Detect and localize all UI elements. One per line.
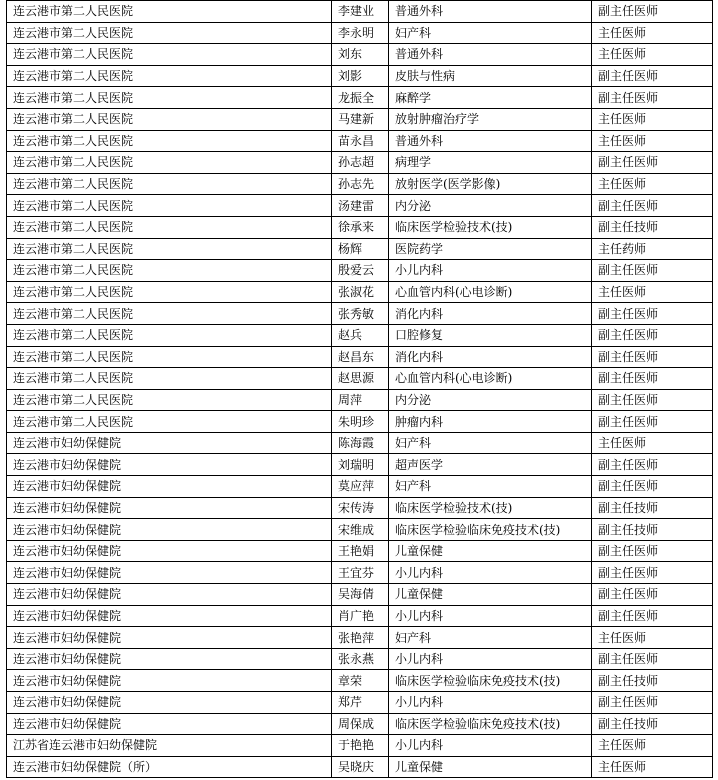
- table-row: [7, 281, 713, 303]
- department-cell: 普通外科: [389, 44, 592, 66]
- hospital-cell: 连云港市第二人民医院: [7, 216, 332, 238]
- name-cell: 郑芹: [332, 692, 389, 714]
- name-cell: 赵兵: [332, 324, 389, 346]
- hospital-cell: 连云港市第二人民医院: [7, 108, 332, 130]
- title-cell: 主任医师: [592, 756, 713, 778]
- hospital-cell: 连云港市第二人民医院: [7, 1, 332, 23]
- table-row: [7, 238, 713, 260]
- hospital-cell: 连云港市第二人民医院: [7, 368, 332, 390]
- department-cell: 儿童保健: [389, 584, 592, 606]
- table-row: [7, 389, 713, 411]
- hospital-cell: 连云港市妇幼保健院: [7, 584, 332, 606]
- department-cell: 医院药学: [389, 238, 592, 260]
- department-cell: 肿瘤内科: [389, 411, 592, 433]
- table-row: [7, 303, 713, 325]
- hospital-cell: 连云港市第二人民医院: [7, 65, 332, 87]
- department-cell: 心血管内科(心电诊断): [389, 281, 592, 303]
- title-cell: 副主任医师: [592, 1, 713, 23]
- table-row: [7, 584, 713, 606]
- title-cell: 副主任医师: [592, 411, 713, 433]
- department-cell: 口腔修复: [389, 324, 592, 346]
- name-cell: 李永明: [332, 22, 389, 44]
- hospital-cell: 连云港市妇幼保健院: [7, 692, 332, 714]
- table-row: [7, 713, 713, 735]
- name-cell: 章荣: [332, 670, 389, 692]
- hospital-cell: 连云港市妇幼保健院: [7, 476, 332, 498]
- hospital-cell: 连云港市妇幼保健院: [7, 432, 332, 454]
- title-cell: 副主任医师: [592, 648, 713, 670]
- department-cell: 临床医学检验临床免疫技术(技): [389, 670, 592, 692]
- department-cell: 内分泌: [389, 195, 592, 217]
- name-cell: 赵思源: [332, 368, 389, 390]
- department-cell: 普通外科: [389, 1, 592, 23]
- name-cell: 殷爱云: [332, 260, 389, 282]
- table-row: [7, 1, 713, 23]
- department-cell: 心血管内科(心电诊断): [389, 368, 592, 390]
- title-cell: 主任医师: [592, 735, 713, 757]
- title-cell: 副主任医师: [592, 540, 713, 562]
- name-cell: 周保成: [332, 713, 389, 735]
- title-cell: 副主任医师: [592, 584, 713, 606]
- title-cell: 副主任医师: [592, 562, 713, 584]
- hospital-cell: 连云港市第二人民医院: [7, 22, 332, 44]
- table-row: [7, 260, 713, 282]
- department-cell: 临床医学检验技术(技): [389, 497, 592, 519]
- title-cell: 主任医师: [592, 108, 713, 130]
- hospital-cell: 连云港市第二人民医院: [7, 303, 332, 325]
- table-row: [7, 519, 713, 541]
- hospital-cell: 连云港市妇幼保健院: [7, 562, 332, 584]
- title-cell: 副主任医师: [592, 368, 713, 390]
- name-cell: 王艳娟: [332, 540, 389, 562]
- name-cell: 张永燕: [332, 648, 389, 670]
- hospital-cell: 江苏省连云港市妇幼保健院: [7, 735, 332, 757]
- title-cell: 主任医师: [592, 130, 713, 152]
- table-row: [7, 324, 713, 346]
- hospital-cell: 连云港市妇幼保健院: [7, 540, 332, 562]
- name-cell: 马建新: [332, 108, 389, 130]
- hospital-cell: 连云港市第二人民医院: [7, 130, 332, 152]
- title-cell: 主任医师: [592, 173, 713, 195]
- name-cell: 杨辉: [332, 238, 389, 260]
- title-cell: 副主任医师: [592, 692, 713, 714]
- hospital-cell: 连云港市第二人民医院: [7, 152, 332, 174]
- department-cell: 消化内科: [389, 303, 592, 325]
- department-cell: 内分泌: [389, 389, 592, 411]
- table-row: [7, 87, 713, 109]
- hospital-cell: 连云港市妇幼保健院（所）: [7, 756, 332, 778]
- department-cell: 临床医学检验临床免疫技术(技): [389, 519, 592, 541]
- table-row: [7, 670, 713, 692]
- department-cell: 病理学: [389, 152, 592, 174]
- name-cell: 徐承来: [332, 216, 389, 238]
- hospital-cell: 连云港市妇幼保健院: [7, 627, 332, 649]
- staff-table-body: [7, 1, 713, 778]
- staff-table: [6, 0, 713, 778]
- title-cell: 主任医师: [592, 627, 713, 649]
- title-cell: 副主任技师: [592, 497, 713, 519]
- name-cell: 孙志超: [332, 152, 389, 174]
- table-row: [7, 627, 713, 649]
- title-cell: 副主任医师: [592, 346, 713, 368]
- hospital-cell: 连云港市第二人民医院: [7, 44, 332, 66]
- name-cell: 宋传涛: [332, 497, 389, 519]
- table-row: [7, 562, 713, 584]
- name-cell: 赵昌东: [332, 346, 389, 368]
- hospital-cell: 连云港市妇幼保健院: [7, 648, 332, 670]
- table-row: [7, 605, 713, 627]
- name-cell: 刘瑞明: [332, 454, 389, 476]
- department-cell: 妇产科: [389, 627, 592, 649]
- title-cell: 副主任医师: [592, 389, 713, 411]
- title-cell: 副主任医师: [592, 476, 713, 498]
- table-row: [7, 540, 713, 562]
- title-cell: 主任医师: [592, 432, 713, 454]
- name-cell: 于艳艳: [332, 735, 389, 757]
- department-cell: 儿童保健: [389, 756, 592, 778]
- table-row: [7, 173, 713, 195]
- hospital-cell: 连云港市第二人民医院: [7, 195, 332, 217]
- title-cell: 副主任医师: [592, 454, 713, 476]
- table-row: [7, 216, 713, 238]
- department-cell: 妇产科: [389, 476, 592, 498]
- department-cell: 小儿内科: [389, 735, 592, 757]
- hospital-cell: 连云港市妇幼保健院: [7, 454, 332, 476]
- table-row: [7, 735, 713, 757]
- department-cell: 小儿内科: [389, 648, 592, 670]
- hospital-cell: 连云港市妇幼保健院: [7, 519, 332, 541]
- table-row: [7, 368, 713, 390]
- department-cell: 小儿内科: [389, 605, 592, 627]
- hospital-cell: 连云港市第二人民医院: [7, 173, 332, 195]
- hospital-cell: 连云港市妇幼保健院: [7, 713, 332, 735]
- name-cell: 莫应萍: [332, 476, 389, 498]
- table-row: [7, 411, 713, 433]
- title-cell: 副主任技师: [592, 519, 713, 541]
- title-cell: 主任药师: [592, 238, 713, 260]
- hospital-cell: 连云港市第二人民医院: [7, 238, 332, 260]
- department-cell: 消化内科: [389, 346, 592, 368]
- title-cell: 主任医师: [592, 281, 713, 303]
- department-cell: 放射肿瘤治疗学: [389, 108, 592, 130]
- name-cell: 宋维成: [332, 519, 389, 541]
- table-row: [7, 195, 713, 217]
- name-cell: 王宜芬: [332, 562, 389, 584]
- title-cell: 副主任技师: [592, 713, 713, 735]
- department-cell: 小儿内科: [389, 562, 592, 584]
- name-cell: 周萍: [332, 389, 389, 411]
- title-cell: 副主任医师: [592, 87, 713, 109]
- hospital-cell: 连云港市第二人民医院: [7, 281, 332, 303]
- department-cell: 麻醉学: [389, 87, 592, 109]
- table-row: [7, 130, 713, 152]
- title-cell: 副主任医师: [592, 303, 713, 325]
- name-cell: 刘东: [332, 44, 389, 66]
- hospital-cell: 连云港市妇幼保健院: [7, 605, 332, 627]
- table-row: [7, 454, 713, 476]
- hospital-cell: 连云港市第二人民医院: [7, 260, 332, 282]
- hospital-cell: 连云港市第二人民医院: [7, 87, 332, 109]
- name-cell: 张秀敏: [332, 303, 389, 325]
- department-cell: 超声医学: [389, 454, 592, 476]
- department-cell: 妇产科: [389, 22, 592, 44]
- department-cell: 临床医学检验临床免疫技术(技): [389, 713, 592, 735]
- table-row: [7, 108, 713, 130]
- hospital-cell: 连云港市第二人民医院: [7, 411, 332, 433]
- table-row: [7, 432, 713, 454]
- title-cell: 副主任医师: [592, 195, 713, 217]
- title-cell: 副主任医师: [592, 260, 713, 282]
- name-cell: 吴海倩: [332, 584, 389, 606]
- department-cell: 放射医学(医学影像): [389, 173, 592, 195]
- hospital-cell: 连云港市第二人民医院: [7, 324, 332, 346]
- hospital-cell: 连云港市第二人民医院: [7, 389, 332, 411]
- table-row: [7, 65, 713, 87]
- name-cell: 汤建雷: [332, 195, 389, 217]
- table-row: [7, 497, 713, 519]
- name-cell: 吴晓庆: [332, 756, 389, 778]
- name-cell: 苗永昌: [332, 130, 389, 152]
- title-cell: 副主任医师: [592, 65, 713, 87]
- name-cell: 孙志先: [332, 173, 389, 195]
- hospital-cell: 连云港市妇幼保健院: [7, 670, 332, 692]
- table-row: [7, 692, 713, 714]
- name-cell: 张淑花: [332, 281, 389, 303]
- department-cell: 皮肤与性病: [389, 65, 592, 87]
- title-cell: 主任医师: [592, 44, 713, 66]
- table-row: [7, 476, 713, 498]
- table-row: [7, 346, 713, 368]
- department-cell: 小儿内科: [389, 692, 592, 714]
- title-cell: 副主任医师: [592, 324, 713, 346]
- name-cell: 刘影: [332, 65, 389, 87]
- name-cell: 朱明珍: [332, 411, 389, 433]
- department-cell: 儿童保健: [389, 540, 592, 562]
- title-cell: 副主任技师: [592, 670, 713, 692]
- name-cell: 李建业: [332, 1, 389, 23]
- name-cell: 肖广艳: [332, 605, 389, 627]
- department-cell: 普通外科: [389, 130, 592, 152]
- table-row: [7, 648, 713, 670]
- name-cell: 陈海霞: [332, 432, 389, 454]
- title-cell: 主任医师: [592, 22, 713, 44]
- title-cell: 副主任医师: [592, 605, 713, 627]
- title-cell: 副主任技师: [592, 216, 713, 238]
- department-cell: 妇产科: [389, 432, 592, 454]
- title-cell: 副主任医师: [592, 152, 713, 174]
- table-row: [7, 44, 713, 66]
- department-cell: 临床医学检验技术(技): [389, 216, 592, 238]
- table-row: [7, 22, 713, 44]
- hospital-cell: 连云港市第二人民医院: [7, 346, 332, 368]
- name-cell: 龙振全: [332, 87, 389, 109]
- department-cell: 小儿内科: [389, 260, 592, 282]
- table-row: [7, 756, 713, 778]
- hospital-cell: 连云港市妇幼保健院: [7, 497, 332, 519]
- table-row: [7, 152, 713, 174]
- name-cell: 张艳萍: [332, 627, 389, 649]
